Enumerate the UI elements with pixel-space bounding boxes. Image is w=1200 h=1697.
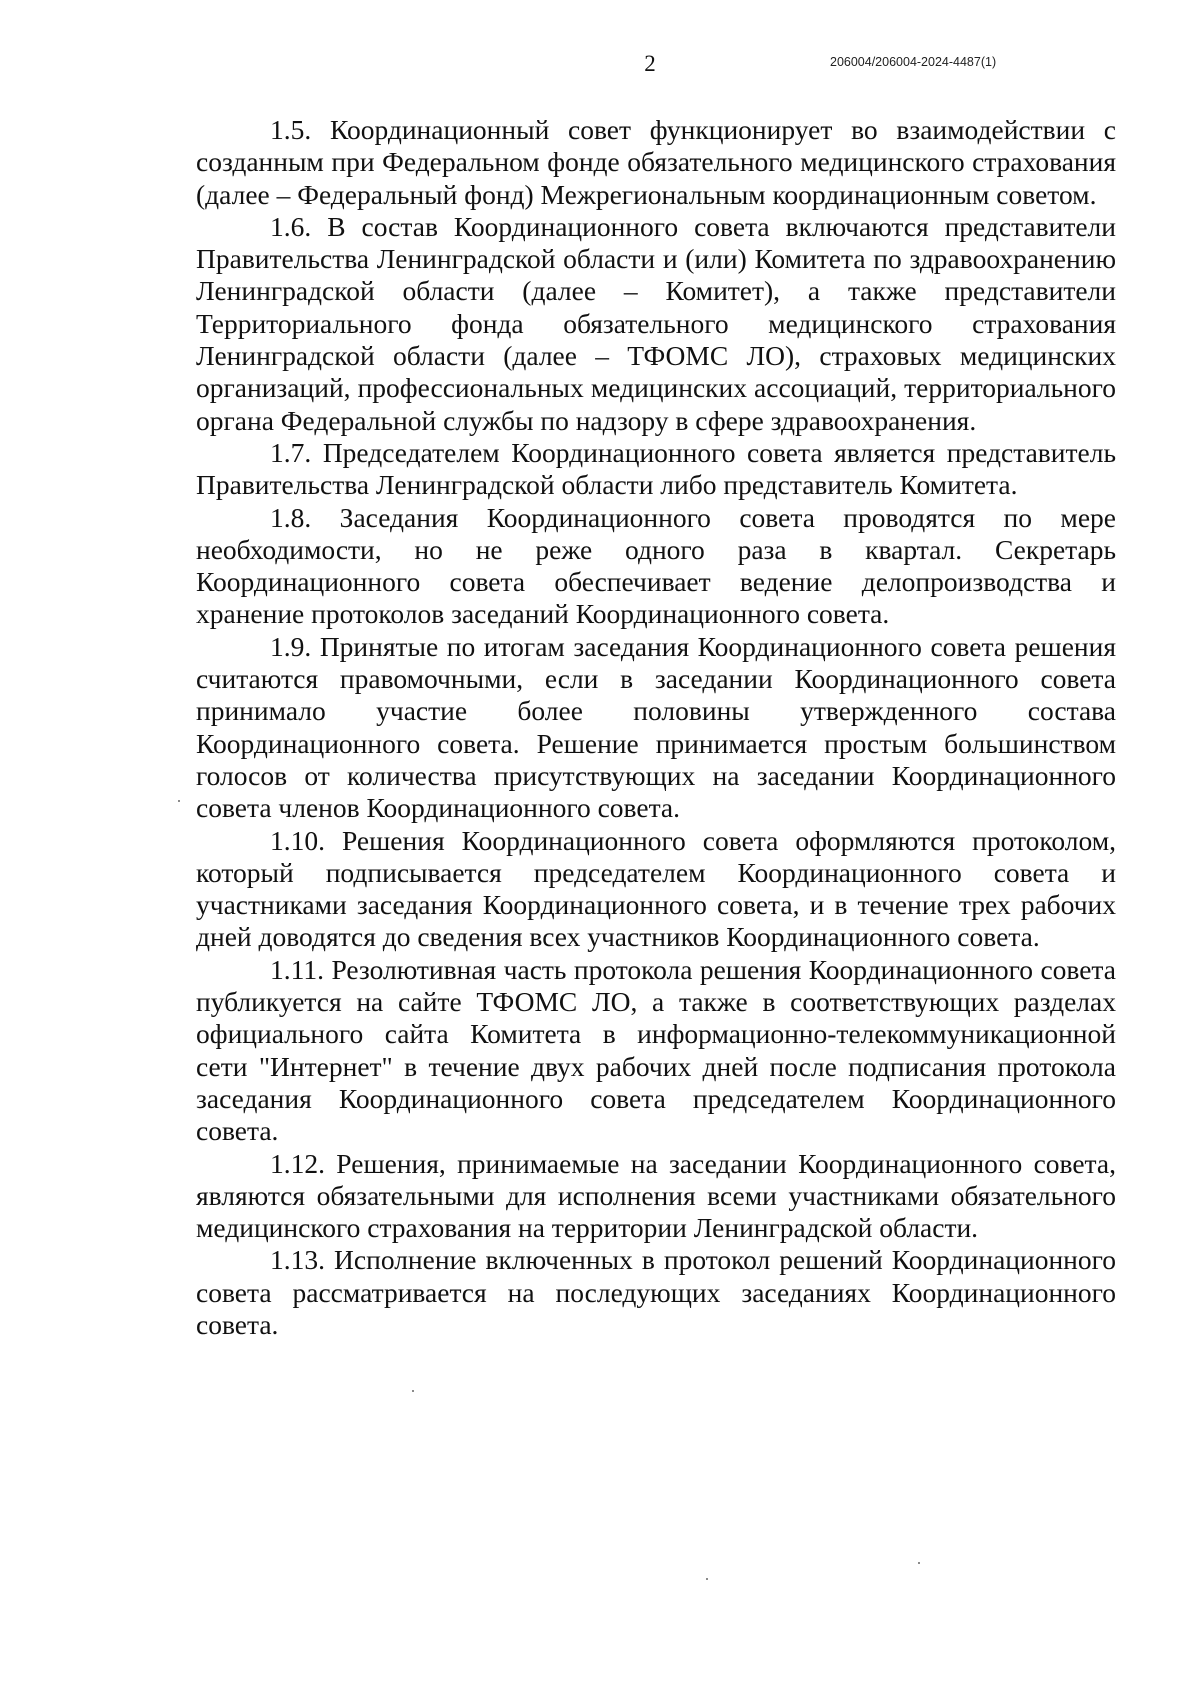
paragraph-1-8: 1.8. Заседания Координационного совета проводятся по мере необходимости, но не реже одного раза в квартал. Секретарь Координационного совета обеспечивает ведение делопроизводства и хранение протоколов заседаний Координационного совета. — [196, 501, 1116, 630]
paragraph-1-12: 1.12. Решения, принимаемые на заседании Координационного совета, являются обязательными для исполнения всеми участниками обязательного медицинского страхования на территории Ленинградской области. — [196, 1147, 1116, 1244]
paragraph-1-6: 1.6. В состав Координационного совета включаются представители Правительства Ленинградской области и (или) Комитета по здравоохранению Ленинградской области (далее – Комитет), а также представители Территориального фонда обязательного медицинского страхования Ленинградской области (далее – ТФОМС ЛО), страховых медицинских организаций, профессиональных медицинских ассоциаций, территориального органа Федеральной службы по надзору в сфере здравоохранения. — [196, 210, 1116, 436]
paragraph-1-10: 1.10. Решения Координационного совета оформляются протоколом, который подписывается председателем Координационного совета и участниками заседания Координационного совета, и в течение трех рабочих дней доводятся до сведения всех участников Координационного совета. — [196, 824, 1116, 953]
page-number: 2 — [644, 51, 656, 76]
paragraph-1-7: 1.7. Председателем Координационного совета является представитель Правительства Ленинградской области либо представитель Комитета. — [196, 436, 1116, 501]
paragraph-1-5: 1.5. Координационный совет функционирует во взаимодействии с созданным при Федеральном фонде обязательного медицинского страхования (далее – Федеральный фонд) Межрегиональным координационным советом. — [196, 114, 1116, 210]
scan-speck — [178, 800, 180, 802]
scan-speck — [918, 1562, 920, 1564]
scan-speck — [706, 1578, 708, 1580]
paragraph-1-11: 1.11. Резолютивная часть протокола решения Координационного совета публикуется на сайте ТФОМС ЛО, а также в соответствующих разделах официального сайта Комитета в информационно-телекоммуникационной сети "Интернет" в течение двух рабочих дней после подписания протокола заседания Координационного совета председателем Координационного совета. — [196, 953, 1116, 1147]
scan-speck — [412, 1390, 414, 1392]
document-body — [196, 114, 1116, 1341]
paragraph-1-13: 1.13. Исполнение включенных в протокол решений Координационного совета рассматривается на последующих заседаниях Координационного совета. — [196, 1244, 1116, 1340]
document-id: 206004/206004-2024-4487(1) — [830, 55, 997, 69]
paragraph-1-9: 1.9. Принятые по итогам заседания Координационного совета решения считаются правомочными, если в заседании Координационного совета принимало участие более половины утвержденного состава Координационного совета. Решение принимается простым большинством голосов от количества присутствующих на заседании Координационного совета членов Координационного совета. — [196, 630, 1116, 824]
